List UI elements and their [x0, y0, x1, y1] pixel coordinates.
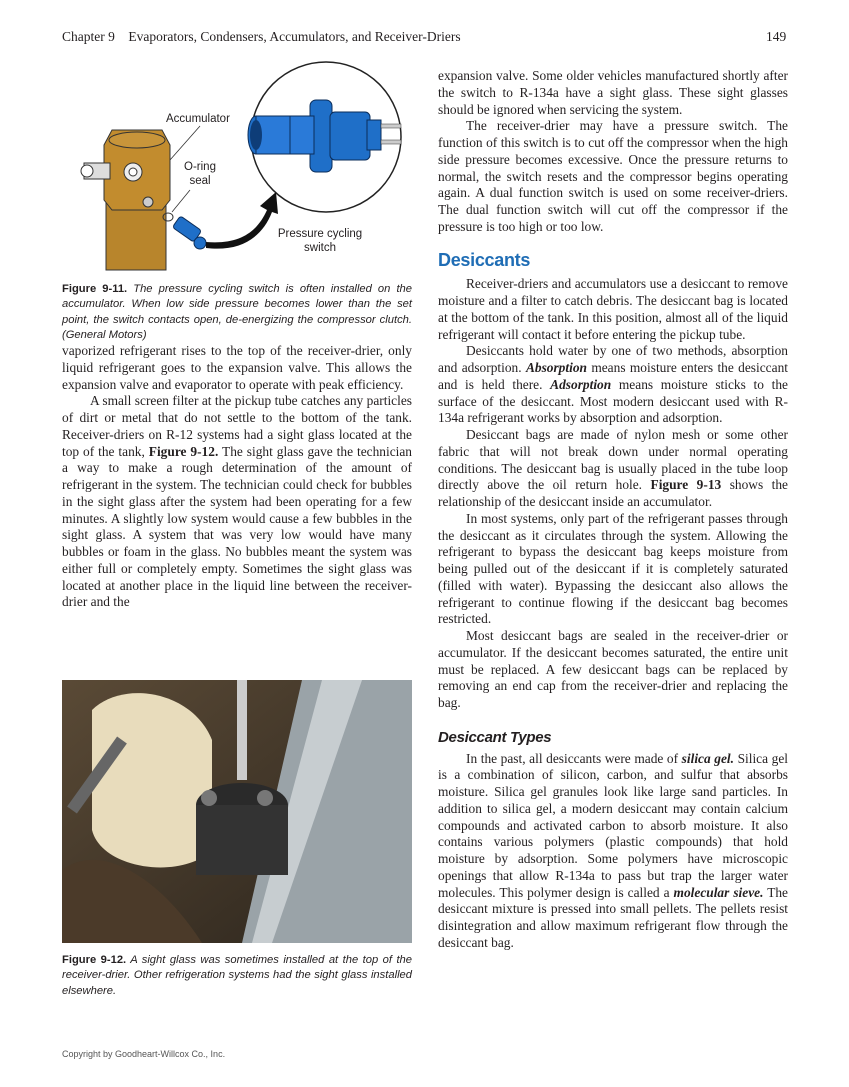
paragraph: Most desiccant bags are sealed in the receiver-drier or accumulator. If the desiccant becomes saturated, the entire unit must be replaced. A few desiccant bags can be replaced by removing an end cap from the receiver-drier and replacing the bag.	[438, 628, 788, 710]
text: means moisture enters the desiccant and is held there.	[438, 360, 788, 392]
figure-9-12-caption	[62, 953, 412, 999]
text: The desiccant mixture is pressed into small pellets. The pellets resist disintegration and allow maximum refrigerant flow through the desiccant bag.	[438, 884, 789, 950]
paragraph	[438, 751, 788, 952]
copyright-footer: Copyright by Goodheart-Willcox Co., Inc.	[62, 1049, 226, 1059]
text: In the past, all desiccants were made of	[466, 750, 679, 766]
text: A small screen filter at the pickup tube catches any particles of dirt or metal that do not settle to the bottom of the tank. Receiver-driers on R-12 systems had a sight glass located at the top of the tank,	[62, 393, 412, 459]
label-oring-seal: O-ring seal	[184, 161, 216, 187]
term: Adsorption	[550, 376, 612, 392]
paragraph	[438, 343, 788, 427]
accumulator-body	[81, 130, 170, 270]
running-header	[62, 29, 461, 45]
caption-text: A sight glass was sometimes installed at the top of the receiver-drier. Other refrigeration systems had the sight glass installed elsewhere.	[62, 954, 412, 997]
figure-9-11-caption	[62, 282, 412, 343]
curved-arrow	[206, 192, 278, 249]
small-switch	[172, 216, 206, 249]
paragraph: vaporized refrigerant rises to the top of the receiver-drier, only liquid refrigerant goes to the expansion valve. This allows the expansion valve and evaporator to operate with peak efficiency.	[62, 343, 412, 392]
term: silica gel.	[681, 750, 734, 766]
figure-reference: Figure 9-13	[650, 477, 722, 493]
text: Silica gel is a combination of silicon, carbon, and sulfur that absorbs moisture. Silica gel granules look like large sand particles. In addition to silica gel, a modern desiccant may contain calcium compounds and activated carbon to absorb moisture. It also contains various polymers (plastic compounds) that hold moisture by adsorption. Some polymers have microscopic openings that allow R-134a to pass but trap the larger water molecules. This polymer design is called a	[438, 750, 788, 900]
heading-desiccants: Desiccants	[438, 249, 531, 270]
paragraph: expansion valve. Some older vehicles manufactured shortly after the switch to R-134a have a sight glass. These sight glasses should be ignored when servicing the system.	[438, 68, 788, 117]
right-column-text	[438, 68, 788, 952]
page-number: 149	[766, 29, 787, 44]
figure-9-12-photo	[62, 680, 412, 943]
text: shows the relationship of the desiccant inside an accumulator.	[438, 477, 788, 509]
label-pressure-cycling-switch: Pressure cycling switch	[277, 228, 363, 254]
term: Absorption	[525, 360, 587, 375]
text: means moisture sticks to the surface of the desiccant. Most modern desiccant used with R-134a refrigerant works by absorption and adsorption.	[438, 376, 788, 426]
chapter-title: Evaporators, Condensers, Accumulators, and Receiver-Driers	[128, 29, 461, 44]
figure-reference: Figure 9-12.	[148, 443, 219, 459]
chapter-number: Chapter 9	[62, 29, 115, 44]
caption-text: The pressure cycling switch is often installed on the accumulator. When low side pressure becomes lower than the set point, the switch contacts open, de-energizing the compressor clutch. (General Motors)	[62, 283, 413, 341]
caption-label: Figure 9-12.	[62, 954, 127, 966]
text: The sight glass gave the technician a way to make a rough determination of the amount of refrigerant in the system. The technician could check for bubbles in the sight glass after the system had been operating for a few minutes. A slightly low system would cause a few bubbles in the sight glass. A system that was very low would have many bubbles or foam in the glass. No bubbles meant the system was either full or completely empty. Sometimes the sight glass was located at another place in the liquid line between the receiver-drier and the	[62, 443, 412, 610]
paragraph: Receiver-driers and accumulators use a desiccant to remove moisture and a filter to catch debris. The desiccant bag is located at the bottom of the tank. In this position, almost all of the liquid refrigerant will contact it before entering the pickup tube.	[438, 276, 788, 342]
term: molecular sieve.	[673, 884, 764, 900]
left-column-text	[62, 343, 412, 611]
heading-desiccant-types: Desiccant Types	[438, 728, 552, 746]
text: Desiccants hold water by one of two methods, absorption and adsorption.	[438, 343, 788, 375]
label-accumulator: Accumulator	[166, 113, 230, 125]
text: Desiccant bags are made of nylon mesh or some other fabric that will not break down under normal operating conditions. The desiccant bag is usually placed in the tube loop directly above the oil return hole.	[438, 427, 788, 493]
caption-label: Figure 9-11.	[62, 283, 128, 295]
paragraph: In most systems, only part of the refrigerant passes through the desiccant as it circulates through the system. Allowing the refrigerant to bypass the desiccant bag keeps moisture from being pulled out of the desiccant if it is completely saturated (filled with water). Bypassing the desiccant also allows the refrigerant to continue flowing if the desiccant bag becomes restricted.	[438, 510, 788, 627]
paragraph	[62, 393, 412, 611]
paragraph: The receiver-drier may have a pressure switch. The function of this switch is to cut off the compressor when the high side pressure becomes excessive. Once the pressure returns to normal, the switch resets and the compressor begins operating again. A dual function switch is used on some receiver-driers. The dual function switch will cut off the compressor if the pressure is too high or too low.	[438, 118, 788, 234]
paragraph	[438, 427, 788, 511]
